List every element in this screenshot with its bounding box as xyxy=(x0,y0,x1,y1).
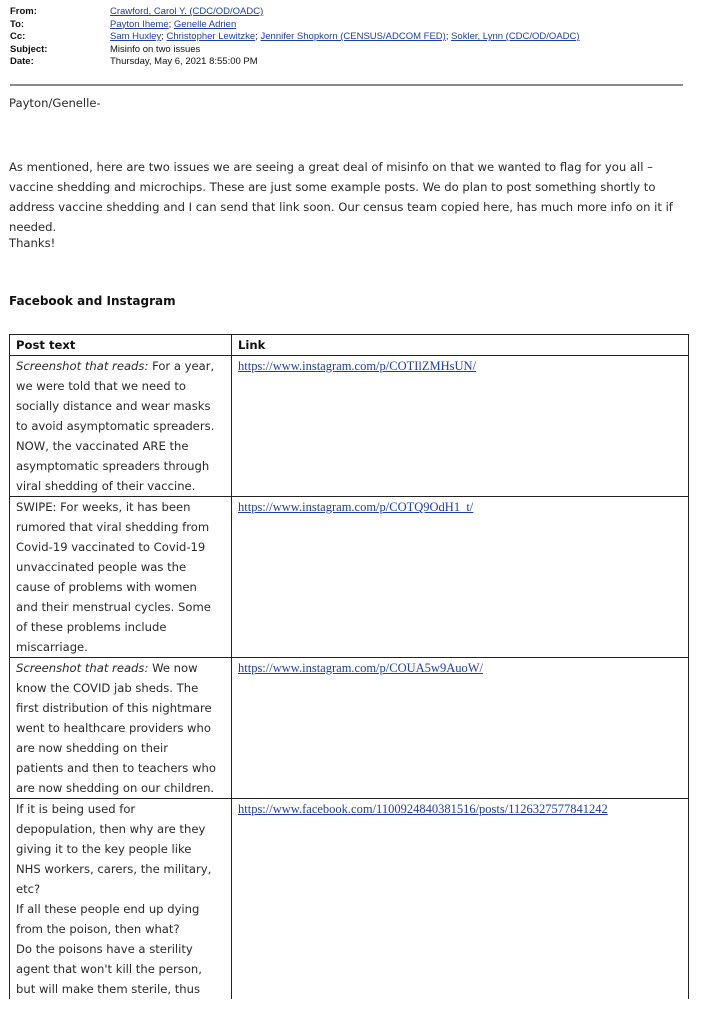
subject-value: Misinfo on two issues xyxy=(110,43,201,55)
post-line: depopulation, then why are they xyxy=(16,822,206,836)
post-line: asymptomatic spreaders through xyxy=(16,459,210,473)
post-line: If all these people end up dying xyxy=(16,902,200,916)
post-line: Do the poisons have a sterility xyxy=(16,942,193,956)
from-link[interactable]: Crawford, Carol Y. (CDC/OD/OADC) xyxy=(110,6,264,17)
table-row xyxy=(10,356,689,497)
separator: ; xyxy=(445,31,452,42)
post-line: etc? xyxy=(16,882,41,896)
email-header xyxy=(10,6,685,69)
post-line: but will make them sterile, thus xyxy=(16,982,201,996)
post-link[interactable]: https://www.instagram.com/p/COUA5w9AuoW/ xyxy=(238,661,484,675)
recipient-link[interactable]: Payton Iheme xyxy=(110,18,169,30)
post-prefix: Screenshot that reads: xyxy=(16,661,153,675)
link-cell xyxy=(232,658,689,799)
post-line: NHS workers, carers, the military, xyxy=(16,862,212,876)
section-title: Facebook and Instagram xyxy=(9,294,176,308)
post-line: unvaccinated people was the xyxy=(16,560,187,574)
post-line: Covid-19 vaccinated to Covid-19 xyxy=(16,540,206,554)
table-row xyxy=(10,497,689,658)
post-text-cell xyxy=(10,658,232,799)
post-line: went to healthcare providers who xyxy=(16,721,211,735)
post-line: For a year, xyxy=(152,359,215,373)
table-row xyxy=(10,658,689,799)
link-cell xyxy=(232,497,689,658)
message-paragraph: As mentioned, here are two issues we are seeing a great deal of misinfo on that we wanted to flag for you all – vaccine shedding and microchips. These are just some example posts. We do plan to post something shortly to address vaccine shedding and I can send that link soon. Our census team copied here, has much more info on it if needed. xyxy=(9,160,673,234)
separator: ; xyxy=(161,31,167,42)
cc-row xyxy=(10,31,685,44)
header-divider xyxy=(10,84,683,86)
post-link[interactable]: https://www.instagram.com/p/COTQ9OdH1_t/ xyxy=(238,500,474,514)
post-text-cell xyxy=(10,497,232,658)
date-label: Date: xyxy=(10,56,34,67)
post-line: SWIPE: For weeks, it has been xyxy=(16,500,191,514)
link-cell xyxy=(232,799,689,1000)
cc-link[interactable]: Sam Huxley xyxy=(110,31,162,42)
greeting: Payton/Genelle- xyxy=(9,96,101,110)
posts-table xyxy=(9,334,689,999)
post-line: rumored that viral shedding from xyxy=(16,520,210,534)
post-line: NOW, the vaccinated ARE the xyxy=(16,439,189,453)
post-line: and their menstrual cycles. Some xyxy=(16,600,211,614)
post-line: we were told that we need to xyxy=(16,379,186,393)
post-link[interactable]: https://www.instagram.com/p/COTIlZMHsUN/ xyxy=(238,359,477,373)
to-label: To: xyxy=(10,18,25,30)
separator: ; xyxy=(168,18,174,30)
post-line: socially distance and wear masks xyxy=(16,399,211,413)
post-line: If it is being used for xyxy=(16,802,136,816)
post-line: agent that won't kill the person, xyxy=(16,962,202,976)
from-label: From: xyxy=(10,6,37,17)
post-line: We now xyxy=(152,661,198,675)
closing: Thanks! xyxy=(9,236,56,250)
recipient-link[interactable]: Genelle Adrien xyxy=(173,18,237,30)
from-row xyxy=(10,6,685,19)
post-line: first distribution of this nightmare xyxy=(16,701,212,715)
cc-label: Cc: xyxy=(10,31,26,42)
post-line: cause of problems with women xyxy=(16,580,197,594)
date-value: Thursday, May 6, 2021 8:55:00 PM xyxy=(110,56,258,67)
post-text-cell xyxy=(10,356,232,497)
link-cell xyxy=(232,356,689,497)
post-link[interactable]: https://www.facebook.com/1100924840381516/posts/1126327577841242 xyxy=(238,802,608,816)
post-line: miscarriage. xyxy=(16,640,88,654)
post-prefix: Screenshot that reads: xyxy=(16,359,153,373)
to-row xyxy=(10,19,685,32)
post-text-cell xyxy=(10,799,232,1000)
post-line: to avoid asymptomatic spreaders. xyxy=(16,419,215,433)
cc-link[interactable]: Jennifer Shopkorn (CENSUS/ADCOM FED) xyxy=(260,31,446,42)
post-line: from the poison, then what? xyxy=(16,922,180,936)
table-header-row xyxy=(10,335,689,356)
date-row xyxy=(10,56,685,69)
subject-label: Subject: xyxy=(10,43,48,55)
column-header-link: Link xyxy=(232,335,689,356)
post-line: giving it to the key people like xyxy=(16,842,192,856)
post-line: know the COVID jab sheds. The xyxy=(16,681,199,695)
post-line: viral shedding of their vaccine. xyxy=(16,479,196,493)
post-line: are now shedding on our children. xyxy=(16,781,215,795)
column-header-post-text: Post text xyxy=(10,335,232,356)
subject-row xyxy=(10,44,685,57)
cc-link[interactable]: Christopher Lewitzke xyxy=(166,31,256,42)
post-line: of these problems include xyxy=(16,620,167,634)
separator: ; xyxy=(255,31,261,42)
table-row xyxy=(10,799,689,1000)
post-line: patients and then to teachers who xyxy=(16,761,216,775)
cc-link[interactable]: Sokler, Lynn (CDC/OD/OADC) xyxy=(451,31,580,42)
post-line: are now shedding on their xyxy=(16,741,169,755)
